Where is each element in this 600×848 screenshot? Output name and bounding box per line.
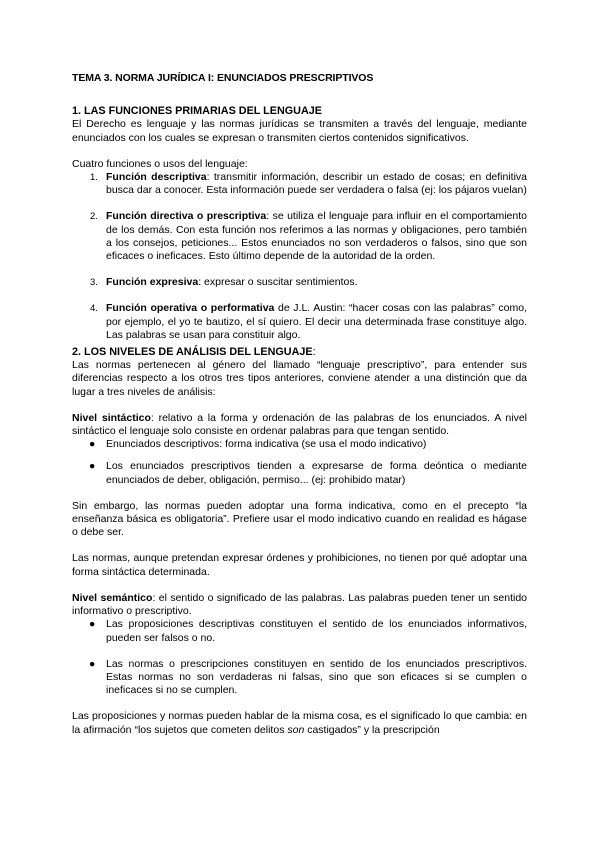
document-page: [72, 72, 527, 737]
list-item: ● Los enunciados prescriptivos tienden a expresarse de forma deóntica o mediante enunciados de deber, obligación, permiso... (ej: prohibido matar): [89, 460, 527, 486]
section-1-lead: Cuatro funciones o usos del lenguaje:: [72, 157, 248, 170]
list-item: 2. Función directiva o prescriptiva: se utiliza el lenguaje para influir en el comportamiento de los demás. Con esta función nos referimos a las normas y obligaciones, pero también a los consejos, peticiones... Estos enunciados no son verdaderos o falsos, sino que son eficaces o ineficaces. Esto último depende de la autoridad de la orden.: [90, 210, 527, 263]
bullet-icon: ●: [89, 460, 96, 473]
section-2-intro: Las normas pertenecen al género del llamado “lenguaje prescriptivo”, para entender sus diferencias respecto a los otros tres tipos anteriores, conviene atender a una distinción que da lugar a tres niveles de análisis:: [72, 359, 527, 398]
list-item-text: : transmitir información, describir un estado de cosas; en definitiva busca dar a conocer. Esta información puede ser verdadera o falsa (ej: los pájaros vuelan): [106, 171, 528, 197]
list-item-term: Función directiva o prescriptiva: [106, 210, 267, 223]
syntactic-level-paragraph: Nivel sintáctico: relativo a la forma y ordenación de las palabras de los enunciados. A nivel sintáctico el lenguaje solo consiste en ordenar palabras para que tengan sentido.: [72, 411, 528, 438]
list-item-term: Función expresiva: [106, 276, 199, 289]
syntactic-bullets: [72, 438, 527, 487]
section-2-heading: 2. LOS NIVELES DE ANÁLISIS DEL LENGUAJE:: [72, 346, 316, 359]
list-item-text: : expresar o suscitar sentimientos.: [198, 276, 358, 289]
bullet-icon: ●: [89, 438, 96, 451]
list-item: ● Enunciados descriptivos: forma indicativa (se usa el modo indicativo): [89, 438, 427, 451]
semantic-level-paragraph: Nivel semántico: el sentido o significado de las palabras. Las palabras pueden tener un sentido informativo o prescriptivo.: [72, 591, 527, 618]
list-item-text: de J.L. Austin: “hacer cosas con las palabras” como, por ejemplo, el yo te bautizo, el sí quiero. El decir una determinada frase constituye algo. Las palabras se usan para constituir algo.: [106, 302, 527, 341]
bullet-icon: ●: [89, 618, 96, 631]
paragraph: Sin embargo, las normas pueden adoptar una forma indicativa, como en el precepto “la enseñanza básica es obligatoria”. Prefiere usar el modo indicativo cuando en realidad es hágase o debe ser.: [72, 499, 527, 539]
functions-list: [72, 171, 527, 342]
section-1-heading: 1. LAS FUNCIONES PRIMARIAS DEL LENGUAJE: [72, 105, 322, 118]
paragraph: Las normas, aunque pretendan expresar órdenes y prohibiciones, no tienen por qué adoptar una forma sintáctica determinada.: [72, 552, 527, 578]
semantic-level-term: Nivel semántico: [72, 591, 153, 604]
list-item-text: : se utiliza el lenguaje para influir en el comportamiento de los demás. Con esta función nos referimos a las normas y obligaciones, pero también a los consejos, peticiones... Estos enunciados no son verdaderos o falsos, sino que son eficaces o ineficaces. Esto último depende de la autoridad de la orden.: [106, 210, 527, 263]
list-item: ● Las normas o prescripciones constituyen en sentido de los enunciados prescriptivos. Estas normas no son verdaderas ni falsas, sino que son eficaces si se cumplen o ineficaces si no se cumplen.: [89, 657, 527, 697]
list-item: 3. Función expresiva: expresar o suscitar sentimientos.: [90, 276, 358, 289]
list-item: 4. Función operativa o performativa de J.L. Austin: “hacer cosas con las palabras” como, por ejemplo, el yo te bautizo, el sí quiero. El decir una determinada frase constituye algo. Las palabras se usan para constituir algo.: [90, 302, 527, 341]
list-item-term: Función operativa o performativa: [106, 302, 275, 315]
list-item: ● Las proposiciones descriptivas constituyen el sentido de los enunciados informativos, pueden ser falsos o no.: [89, 618, 527, 644]
section-1-intro: El Derecho es lenguaje y las normas jurídicas se transmiten a través del lenguaje, mediante enunciados con los cuales se expresan o transmiten ciertos contenidos significativos.: [72, 118, 527, 144]
document-title: TEMA 3. NORMA JURÍDICA I: ENUNCIADOS PRESCRIPTIVOS: [72, 72, 374, 84]
bullet-icon: ●: [89, 657, 96, 670]
list-item: 1. Función descriptiva: transmitir información, describir un estado de cosas; en definitiva busca dar a conocer. Esta información puede ser verdadera o falsa (ej: los pájaros vuelan): [90, 171, 528, 197]
paragraph: Las proposiciones y normas pueden hablar de la misma cosa, es el significado lo que cambia: en la afirmación “los sujetos que cometen delitos son castigados” y la prescripción: [72, 710, 527, 736]
semantic-bullets: [72, 618, 527, 697]
syntactic-level-term: Nivel sintáctico: [72, 411, 151, 424]
list-item-term: Función descriptiva: [106, 171, 207, 184]
